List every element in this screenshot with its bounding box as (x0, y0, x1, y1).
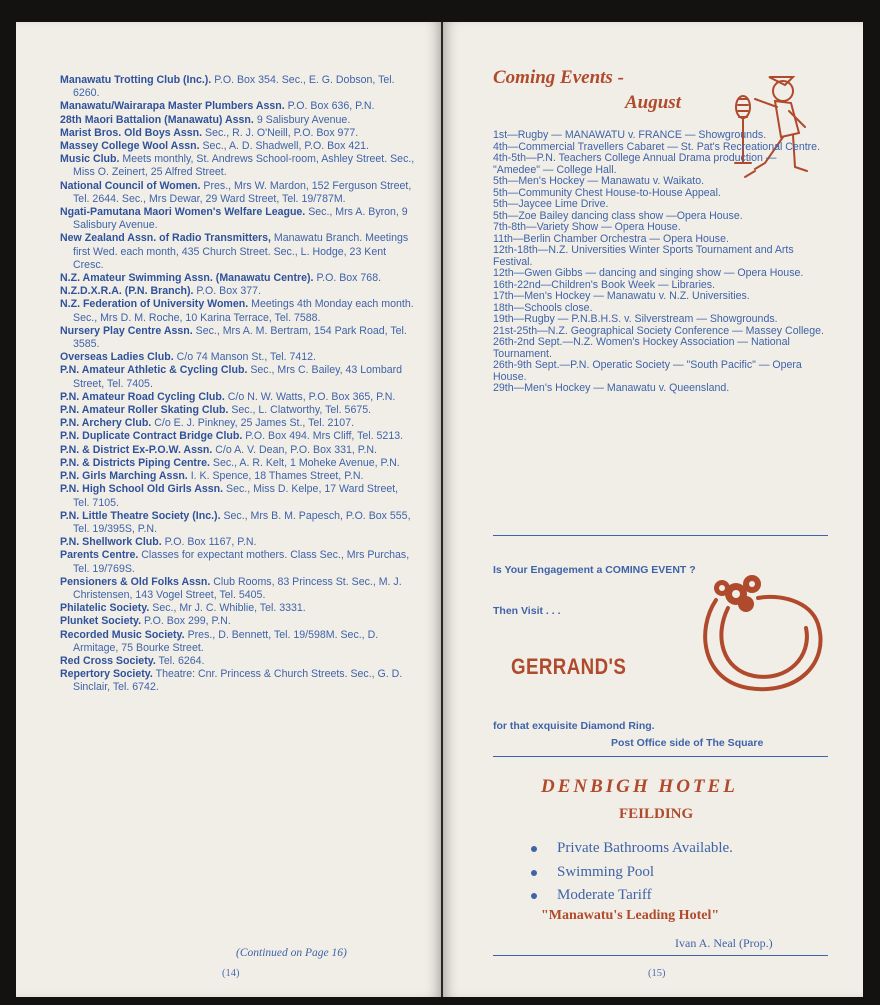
entry-name: Repertory Society. (60, 668, 153, 681)
directory-entry (60, 325, 415, 351)
entry-name: Music Club. (60, 153, 120, 166)
right-page (443, 22, 863, 997)
directory-entry (60, 180, 415, 206)
entry-details: C/o E. J. Pinkney, 25 James St., Tel. 2107. (154, 417, 355, 430)
entry-name: Nursery Play Centre Assn. (60, 324, 193, 337)
event-item: 4th—Commercial Travellers Cabaret — St. Pat's Recreational Centre. (493, 140, 821, 153)
event-item: 18th—Schools close. (493, 301, 593, 314)
directory-entry (60, 100, 415, 113)
directory-entry (60, 655, 415, 668)
directory-entry (60, 444, 415, 457)
directory-entry (60, 272, 415, 285)
entry-details: P.O. Box 354. Sec., E. G. Dobson, Tel. 6260. (73, 74, 395, 100)
event-item: 5th—Zoe Bailey dancing class show —Opera House. (493, 209, 743, 222)
entry-name: Recorded Music Society. (60, 628, 185, 641)
directory-entry (60, 602, 415, 615)
entry-details: Sec., L. Clatworthy, Tel. 5675. (231, 404, 372, 417)
entry-details: Sec., Mrs C. Bailey, 43 Lombard Street, Tel. 7405. (73, 364, 403, 390)
directory-entry (60, 206, 415, 232)
ad-tagline: for that exquisite Diamond Ring. (493, 720, 655, 732)
entry-name: National Council of Women. (60, 179, 201, 192)
directory-entry (60, 140, 415, 153)
entry-name: Overseas Ladies Club. (60, 351, 174, 364)
ad-then-visit: Then Visit . . . (493, 605, 561, 617)
entry-details: Sec., Mrs A. Byron, 9 Salisbury Avenue. (73, 206, 408, 232)
entry-name: 28th Maori Battalion (Manawatu) Assn. (60, 113, 254, 126)
directory-entry (60, 74, 415, 100)
entry-details: Sec., A. R. Kelt, 1 Moheke Avenue, P.N. (212, 456, 400, 469)
directory-entry (60, 285, 415, 298)
hotel-name: DENBIGH HOTEL (541, 776, 738, 797)
entry-name: Philatelic Society. (60, 602, 150, 615)
entry-details: 9 Salisbury Avenue. (256, 113, 351, 126)
entry-details: Club Rooms, 83 Princess St. Sec., M. J. Christensen, 143 Vogel Street, Tel. 5405. (73, 575, 402, 601)
entry-name: P.N. Amateur Athletic & Cycling Club. (60, 364, 248, 377)
left-page (16, 22, 441, 997)
entry-name: P.N. Archery Club. (60, 417, 152, 430)
directory-list (60, 74, 415, 695)
event-item: 26th-9th Sept.—P.N. Operatic Society — "South Pacific" — Opera House. (493, 359, 802, 383)
entry-name: P.N. Duplicate Contract Bridge Club. (60, 430, 243, 443)
diamond-ring-icon (688, 570, 838, 700)
entry-details: Sec., R. J. O'Neill, P.O. Box 977. (205, 126, 359, 139)
events-title-line2: August (625, 92, 681, 113)
ad-question: Is Your Engagement a COMING EVENT ? (493, 564, 696, 576)
event-item: 11th—Berlin Chamber Orchestra — Opera House. (493, 232, 729, 245)
entry-name: P.N. Amateur Road Cycling Club. (60, 390, 225, 403)
entry-name: P.N. Little Theatre Society (Inc.). (60, 509, 221, 522)
entry-details: Sec., Mr J. C. Whiblie, Tel. 3331. (152, 602, 306, 615)
directory-entry (60, 629, 415, 655)
directory-entry (60, 391, 415, 404)
directory-entry (60, 404, 415, 417)
entry-name: Parents Centre. (60, 549, 139, 562)
directory-entry (60, 364, 415, 390)
entry-name: Red Cross Society. (60, 654, 156, 667)
hotel-feature: Moderate Tariff (531, 887, 652, 904)
event-item: 26th-2nd Sept.—N.Z. Women's Hockey Association — National Tournament. (493, 336, 790, 360)
directory-entry (60, 351, 415, 364)
directory-entry (60, 430, 415, 443)
event-item: 7th-8th—Variety Show — Opera House. (493, 221, 681, 233)
event-item: 12th-18th—N.Z. Universities Winter Sports Tournament and Arts Festival. (493, 244, 794, 268)
directory-entry (60, 153, 415, 179)
bullet-icon (531, 846, 537, 852)
event-item: 4th-5th—P.N. Teachers College Annual Drama production — "Amedee" — College Hall. (493, 152, 777, 176)
hotel-town: FEILDING (619, 806, 694, 822)
entry-details: C/o 74 Manson St., Tel. 7412. (176, 351, 316, 364)
entry-details: Sec., Miss D. Kelpe, 17 Ward Street, Tel. 7105. (73, 483, 399, 509)
event-item: 5th—Jaycee Lime Drive. (493, 198, 609, 210)
directory-entry (60, 549, 415, 575)
entry-name: Manawatu Trotting Club (Inc.). (60, 74, 212, 86)
entry-name: P.N. High School Old Girls Assn. (60, 483, 224, 496)
events-list (493, 130, 825, 395)
entry-details: Sec., Mrs A. M. Bertram, 154 Park Road, Tel. 3585. (73, 324, 407, 351)
event-item: 29th—Men's Hockey — Manawatu v. Queensland. (493, 382, 730, 394)
entry-name: P.N. & District Ex-P.O.W. Assn. (60, 443, 213, 456)
hotel-feature: Swimming Pool (531, 864, 654, 881)
events-title-line1: Coming Events - (493, 67, 624, 88)
entry-name: Pensioners & Old Folks Assn. (60, 575, 211, 588)
event-item: 1st—Rugby — MANAWATU v. FRANCE — Showgrounds. (493, 129, 767, 141)
entry-details: P.O. Box 768. (316, 272, 382, 285)
entry-details: Theatre: Cnr. Princess & Church Streets. Sec., G. D. Sinclair, Tel. 6742. (73, 668, 403, 694)
ad-location: Post Office side of The Square (611, 737, 764, 749)
entry-name: P.N. & Districts Piping Centre. (60, 456, 210, 469)
events-bottom-rule (493, 535, 828, 536)
directory-entry (60, 615, 415, 628)
directory-entry (60, 536, 415, 549)
entry-name: P.N. Girls Marching Assn. (60, 470, 188, 483)
hotel-proprietor: Ivan A. Neal (Prop.) (675, 936, 773, 950)
entry-details: Classes for expectant mothers. Class Sec., Mrs Purchas, Tel. 19/769S. (73, 549, 410, 575)
directory-entry (60, 417, 415, 430)
entry-name: Massey College Wool Assn. (60, 140, 200, 153)
gerrands-brand: GERRAND'S (511, 654, 627, 679)
event-item: 12th—Gwen Gibbs — dancing and singing show — Opera House. (493, 267, 804, 279)
event-item: 19th—Rugby — P.N.B.H.S. v. Silverstream — Showgrounds. (493, 313, 778, 325)
entry-name: Marist Bros. Old Boys Assn. (60, 126, 203, 139)
entry-details: C/o N. W. Watts, P.O. Box 365, P.N. (227, 390, 396, 403)
event-item: 16th-22nd—Children's Book Week — Libraries. (493, 278, 716, 291)
directory-entry (60, 457, 415, 470)
directory-entry (60, 127, 415, 140)
event-item: 5th—Men's Hockey — Manawatu v. Waikato. (493, 175, 705, 187)
ad-divider-rule (493, 756, 828, 757)
entry-details: Pres., D. Bennett, Tel. 19/598M. Sec., D. Armitage, 75 Bourke Street. (73, 628, 379, 654)
directory-entry (60, 470, 415, 483)
continued-note: (Continued on Page 16) (236, 947, 347, 959)
entry-details: C/o A. V. Dean, P.O. Box 331, P.N. (215, 443, 378, 456)
entry-details: Sec., Mrs B. M. Papesch, P.O. Box 555, Tel. 19/395S, P.N. (73, 509, 411, 535)
entry-details: Meets monthly, St. Andrews School-room, Ashley Street. Sec., Miss O. Zeinert, 25 Alfred Street. (73, 153, 415, 179)
entry-details: P.O. Box 494. Mrs Cliff, Tel. 5213. (245, 430, 404, 443)
entry-details: P.O. Box 1167, P.N. (164, 536, 257, 549)
entry-name: N.Z. Federation of University Women. (60, 298, 249, 311)
entry-details: Pres., Mrs W. Mardon, 152 Ferguson Street, Tel. 2644. Sec., Mrs Dewar, 29 Ward Street, Tel. 19/787M. (73, 179, 412, 205)
directory-entry (60, 298, 415, 324)
directory-entry (60, 668, 415, 694)
entry-name: Plunket Society. (60, 615, 142, 628)
entry-name: P.N. Shellwork Club. (60, 536, 162, 549)
entry-details: I. K. Spence, 18 Thames Street, P.N. (190, 470, 364, 483)
event-item: 5th—Community Chest House-to-House Appeal. (493, 186, 721, 199)
hotel-bottom-rule (493, 955, 828, 956)
entry-name: N.Z.D.X.R.A. (P.N. Branch). (60, 285, 194, 298)
entry-details: P.O. Box 377. (196, 285, 261, 298)
directory-entry (60, 232, 415, 272)
entry-details: Sec., A. D. Shadwell, P.O. Box 421. (202, 140, 369, 153)
entry-details: Meetings 4th Monday each month. Sec., Mrs D. M. Roche, 10 Karina Terrace, Tel. 7588. (73, 298, 414, 324)
entry-name: N.Z. Amateur Swimming Assn. (Manawatu Centre). (60, 272, 314, 285)
entry-details: Tel. 6264. (158, 654, 205, 667)
entry-details: P.O. Box 636, P.N. (287, 100, 375, 113)
entry-name: Manawatu/Wairarapa Master Plumbers Assn. (60, 100, 285, 113)
entry-name: Ngati-Pamutana Maori Women's Welfare League. (60, 206, 306, 219)
page-number-right: (15) (648, 968, 666, 979)
entry-name: New Zealand Assn. of Radio Transmitters, (60, 232, 271, 245)
directory-entry (60, 510, 415, 536)
directory-entry (60, 114, 415, 127)
event-item: 17th—Men's Hockey — Manawatu v. N.Z. Universities. (493, 290, 750, 302)
entry-details: Manawatu Branch. Meetings first Wed. each month, 435 Church Street. Sec., L. Hodge, 23 Kent Cresc. (73, 232, 409, 271)
entry-name: P.N. Amateur Roller Skating Club. (60, 404, 229, 417)
directory-entry (60, 576, 415, 602)
page-number-left: (14) (222, 968, 240, 979)
bullet-icon (531, 893, 537, 899)
hotel-slogan: "Manawatu's Leading Hotel" (541, 908, 720, 923)
bullet-icon (531, 870, 537, 876)
directory-entry (60, 483, 415, 509)
hotel-feature: Private Bathrooms Available. (531, 840, 733, 857)
event-item: 21st-25th—N.Z. Geographical Society Conference — Massey College. (493, 324, 824, 337)
entry-details: P.O. Box 299, P.N. (144, 615, 231, 628)
